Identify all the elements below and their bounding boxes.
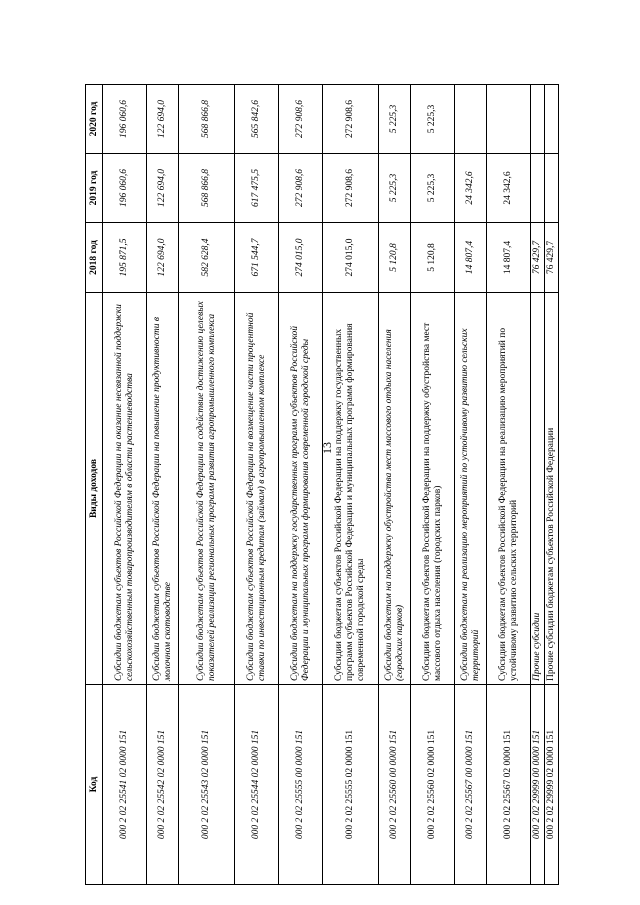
cell-2020 — [487, 85, 531, 154]
table-header-row — [86, 85, 103, 885]
cell-2019: 24 342,6 — [487, 154, 531, 223]
cell-2019: 5 225,3 — [411, 154, 455, 223]
table-row — [531, 85, 545, 885]
cell-name: Субсидии бюджетам субъектов Российской Федерации на реализацию мероприятий по устойчивому развитию сельских территорий — [487, 293, 531, 685]
table-row — [279, 85, 323, 885]
header-2018: 2018 год — [86, 223, 103, 293]
cell-code: 000 2 02 25560 02 0000 151 — [411, 685, 455, 885]
table-row — [103, 85, 147, 885]
cell-2019: 196 060,6 — [103, 154, 147, 223]
cell-code: 000 2 02 25541 02 0000 151 — [103, 685, 147, 885]
cell-code: 000 2 02 25555 02 0000 151 — [323, 685, 379, 885]
cell-2018: 76 429,7 — [545, 223, 559, 293]
cell-2020: 196 060,6 — [103, 85, 147, 154]
cell-name: Субсидии бюджетам субъектов Российской Федерации на поддержку государственных программ субъектов Российской Федерации и муниципальных программ формирования современной городской среды — [323, 293, 379, 685]
table-row — [179, 85, 235, 885]
cell-2019: 272 908,6 — [279, 154, 323, 223]
header-2019: 2019 год — [86, 154, 103, 223]
cell-name: Субсидии бюджетам субъектов Российской Федерации на поддержку обустройства мест массового отдыха населения (городских парков) — [411, 293, 455, 685]
cell-code: 000 2 02 25543 02 0000 151 — [179, 685, 235, 885]
cell-2020: 122 694,0 — [147, 85, 179, 154]
cell-2019: 272 908,6 — [323, 154, 379, 223]
header-code: Код — [86, 685, 103, 885]
cell-2018: 195 871,5 — [103, 223, 147, 293]
table-body — [103, 85, 559, 885]
header-2020: 2020 год — [86, 85, 103, 154]
cell-2019 — [531, 154, 545, 223]
cell-2018: 122 694,0 — [147, 223, 179, 293]
table-row — [379, 85, 411, 885]
cell-name: Прочие субсидии — [531, 293, 545, 685]
cell-2019: 568 866,8 — [179, 154, 235, 223]
cell-code: 000 2 02 25560 00 0000 151 — [379, 685, 411, 885]
cell-name: Субсидии бюджетам субъектов Российской Федерации на содействие достижению целевых показателей реализации региональных программ развития агропромышленного комплекса — [179, 293, 235, 685]
cell-2018: 5 120,8 — [379, 223, 411, 293]
cell-2018: 274 015,0 — [323, 223, 379, 293]
header-name: Виды доходов — [86, 293, 103, 685]
cell-code: 000 2 02 29999 00 0000 151 — [531, 685, 545, 885]
table-row — [147, 85, 179, 885]
table-row — [411, 85, 455, 885]
cell-code: 000 2 02 25567 02 0000 151 — [487, 685, 531, 885]
cell-2018: 14 807,4 — [455, 223, 487, 293]
cell-2020: 5 225,3 — [379, 85, 411, 154]
table-row — [235, 85, 279, 885]
cell-2020 — [545, 85, 559, 154]
cell-2018: 671 544,7 — [235, 223, 279, 293]
cell-2018: 274 015,0 — [279, 223, 323, 293]
cell-name: Субсидии бюджетам на поддержку государственных программ субъектов Российской Федерации и муниципальных программ формирования современной городской среды — [279, 293, 323, 685]
cell-2020: 565 842,6 — [235, 85, 279, 154]
table-row — [487, 85, 531, 885]
table-row — [545, 85, 559, 885]
cell-2020 — [531, 85, 545, 154]
cell-2020: 272 908,6 — [323, 85, 379, 154]
cell-name: Субсидии бюджетам субъектов Российской Федерации на повышение продуктивности в молочном скотоводстве — [147, 293, 179, 685]
revenue-table — [85, 84, 559, 885]
rotated-table-wrapper — [85, 85, 555, 885]
cell-2018: 76 429,7 — [531, 223, 545, 293]
cell-2020: 568 866,8 — [179, 85, 235, 154]
cell-2018: 582 628,4 — [179, 223, 235, 293]
cell-2019 — [545, 154, 559, 223]
cell-2019: 617 475,5 — [235, 154, 279, 223]
cell-name: Субсидии бюджетам субъектов Российской Федерации на оказание несвязанной поддержки сельскохозяйственным товаропроизводителям в области растениеводства — [103, 293, 147, 685]
cell-name: Субсидии бюджетам субъектов Российской Федерации на возмещение части процентной ставки по инвестиционным кредитам (займам) в агропромышленном комплексе — [235, 293, 279, 685]
cell-code: 000 2 02 25544 02 0000 151 — [235, 685, 279, 885]
cell-2020 — [455, 85, 487, 154]
cell-2020: 5 225,3 — [411, 85, 455, 154]
cell-code: 000 2 02 25567 00 0000 151 — [455, 685, 487, 885]
cell-code: 000 2 02 25542 02 0000 151 — [147, 685, 179, 885]
cell-code: 000 2 02 25555 00 0000 151 — [279, 685, 323, 885]
table-row — [323, 85, 379, 885]
cell-name: Субсидии бюджетам на поддержку обустройства мест массового отдыха населения (городских парков) — [379, 293, 411, 685]
cell-2020: 272 908,6 — [279, 85, 323, 154]
table-row — [455, 85, 487, 885]
cell-name: Прочие субсидии бюджетам субъектов Российской Федерации — [545, 293, 559, 685]
cell-2019: 122 694,0 — [147, 154, 179, 223]
cell-2018: 14 807,4 — [487, 223, 531, 293]
cell-2019: 24 342,6 — [455, 154, 487, 223]
cell-code: 000 2 02 29999 02 0000 151 — [545, 685, 559, 885]
page-number: 13 — [320, 442, 334, 454]
cell-2019: 5 225,3 — [379, 154, 411, 223]
cell-name: Субсидии бюджетам на реализацию мероприятий по устойчивому развитию сельских территорий — [455, 293, 487, 685]
cell-2018: 5 120,8 — [411, 223, 455, 293]
